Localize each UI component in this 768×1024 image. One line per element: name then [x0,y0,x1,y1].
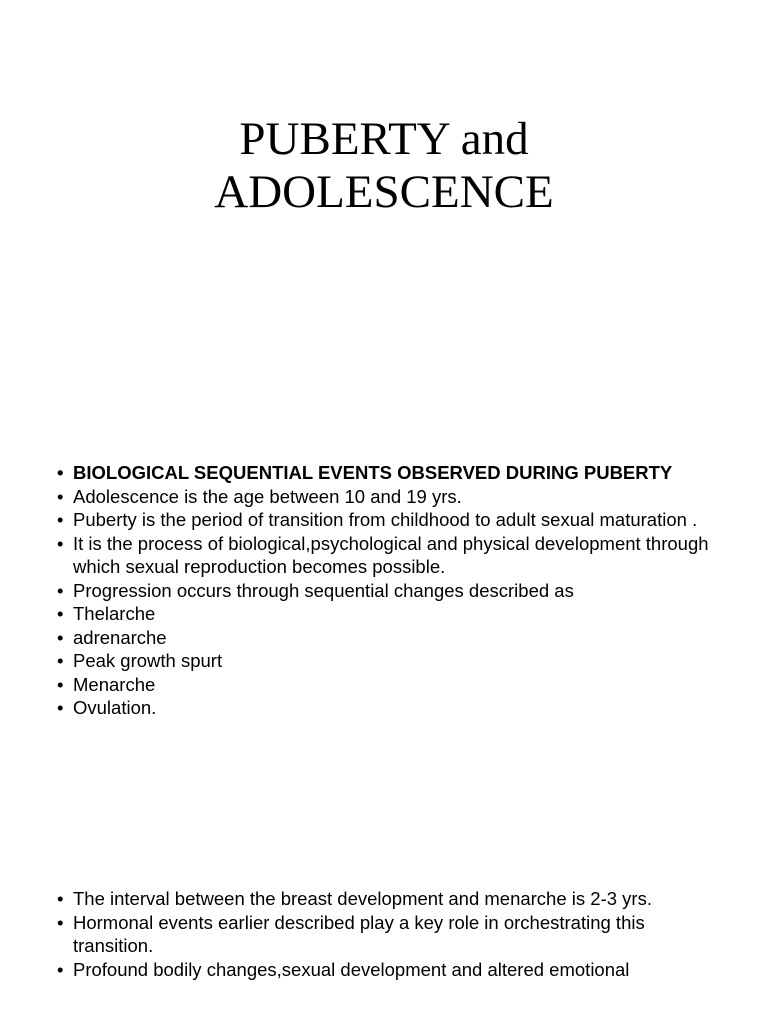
list-item [57,673,717,697]
list-item [57,696,717,720]
list-item-text: Menarche [73,673,156,695]
list-item-text: Thelarche [73,603,156,624]
list-item-text: adrenarche [73,626,167,648]
list-item-text: BIOLOGICAL SEQUENTIAL EVENTS OBSERVED DURING PUBERTY [73,462,673,483]
list-item-text: Profound bodily changes,sexual development and altered emotional [73,958,630,980]
list-item-text: Puberty is the period of transition from childhood to adult sexual maturation . [73,509,698,530]
list-item-text: Peak growth spurt [73,650,223,671]
list-item-text: Ovulation. [73,697,157,718]
puberty-bullet-list [57,461,717,720]
bullet-icon: • [57,673,64,695]
bullet-icon: • [57,532,64,554]
list-item [57,911,717,958]
list-item [57,958,717,982]
list-item-text: The interval between the breast development and menarche is 2-3 yrs. [73,888,652,909]
bullet-icon: • [57,485,64,507]
bullet-icon: • [57,888,64,909]
list-item [57,508,717,532]
bullet-icon: • [57,603,64,624]
title-slide [0,0,768,432]
bullet-icon: • [57,462,64,483]
list-item [57,485,717,509]
transition-bullet-list [57,887,717,981]
bullet-icon: • [57,579,64,601]
list-item-text: Hormonal events earlier described play a key role in orchestrating this transition. [73,911,645,956]
title-line-1: PUBERTY and [239,113,529,165]
list-item-text: Adolescence is the age between 10 and 19 yrs. [73,485,462,507]
list-item-text: It is the process of biological,psychological and physical development through which sexual reproduction becomes possible. [73,532,709,577]
list-item [57,532,717,579]
bullet-icon: • [57,650,64,671]
bullet-icon: • [57,911,64,933]
list-item-heading [57,461,717,485]
bullet-icon: • [57,697,64,718]
list-item-text: Progression occurs through sequential changes described as [73,579,574,601]
list-item [57,626,717,650]
bullet-icon: • [57,626,64,648]
list-item [57,887,717,911]
list-item [57,649,717,673]
slide-title [0,113,768,219]
list-item [57,602,717,626]
bullet-icon: • [57,509,64,530]
title-line-2: ADOLESCENCE [214,166,554,218]
bullet-icon: • [57,958,64,980]
list-item [57,579,717,603]
